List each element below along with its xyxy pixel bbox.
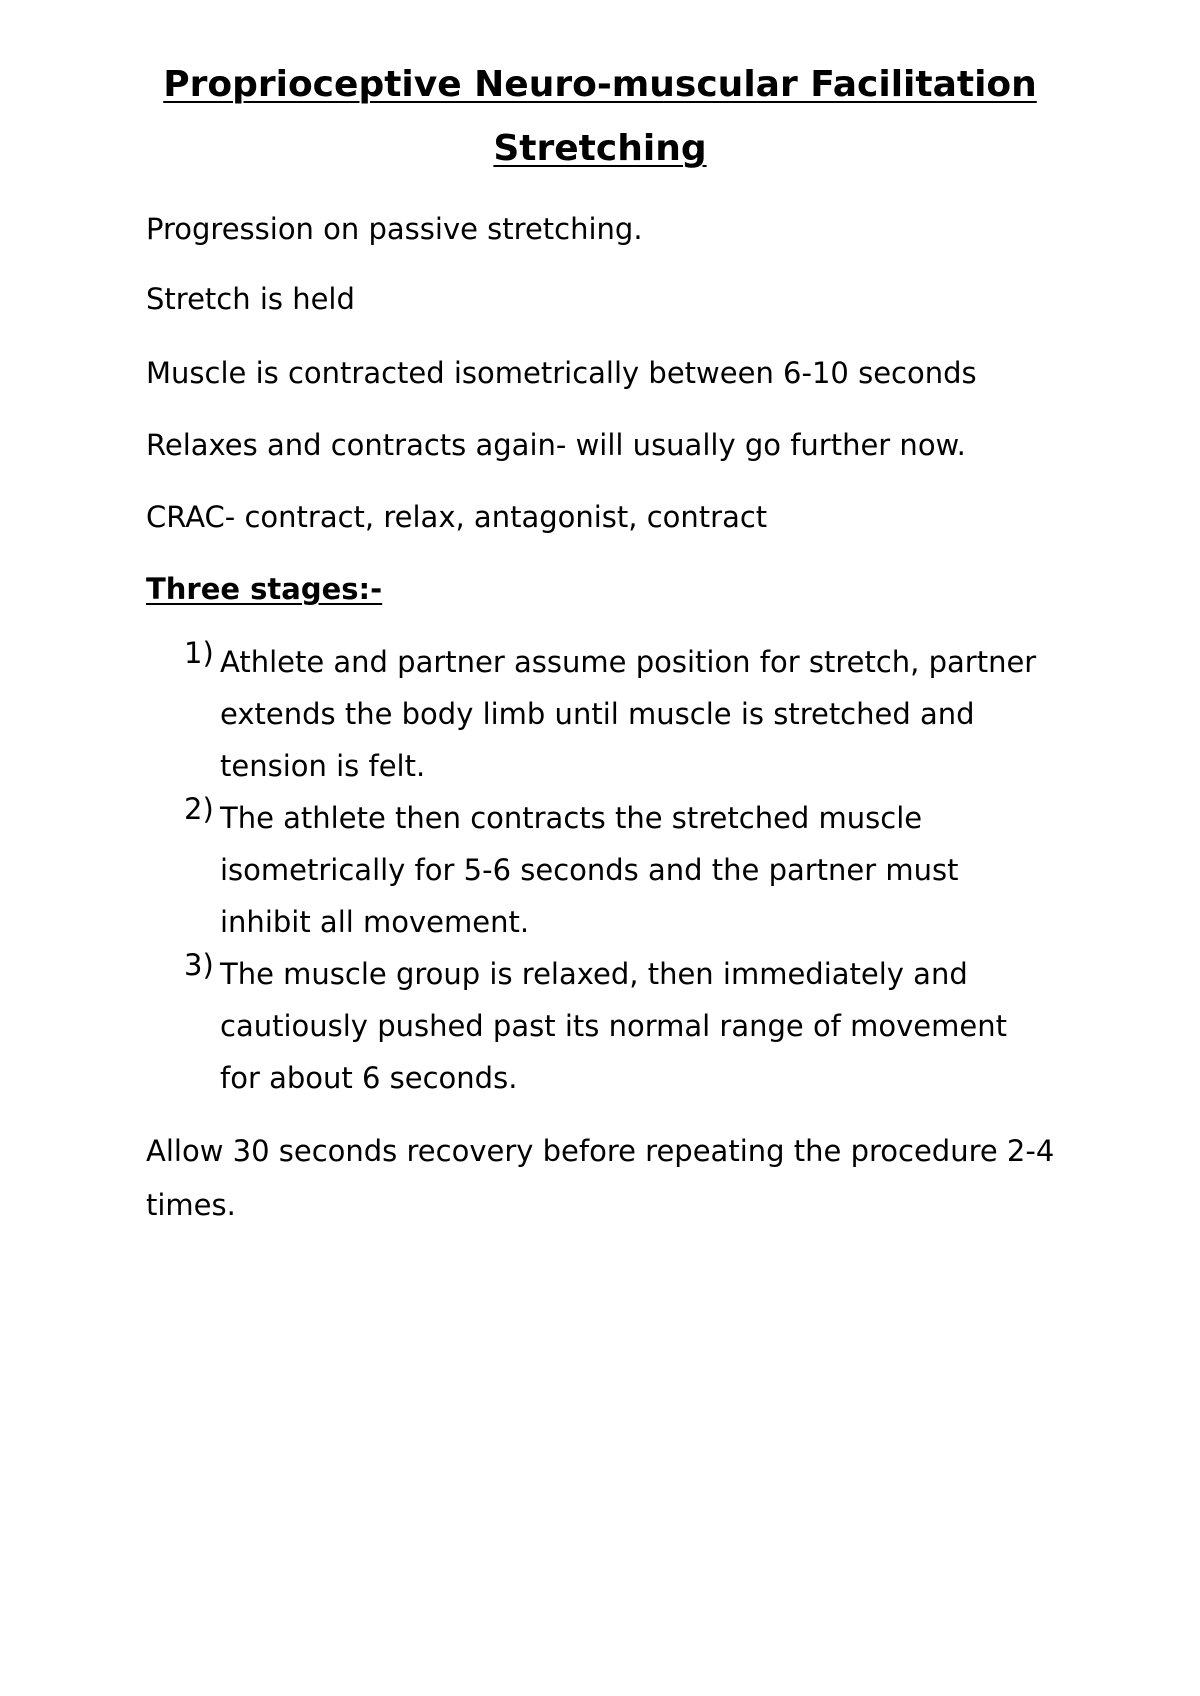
- document-title-line-2: Stretching: [493, 128, 707, 169]
- list-item-number: 2): [184, 792, 214, 826]
- list-item-number: 1): [184, 636, 214, 670]
- list-item-text: The athlete then contracts the stretched muscle isometrically for 5-6 seconds and the partner must inhibit all movement.: [220, 801, 959, 939]
- list-item-text: The muscle group is relaxed, then immediately and cautiously pushed past its normal range of movement for about 6 seconds.: [220, 957, 1007, 1095]
- stages-heading: Three stages:-: [146, 572, 383, 606]
- paragraph-relaxes-contracts: Relaxes and contracts again- will usually go further now.: [146, 428, 966, 462]
- document-title-line-1: Proprioceptive Neuro-muscular Facilitation: [163, 64, 1037, 105]
- paragraph-muscle-contracted: Muscle is contracted isometrically between 6-10 seconds: [146, 356, 977, 390]
- closing-paragraph: Allow 30 seconds recovery before repeating the procedure 2-4 times.: [146, 1134, 1055, 1222]
- list-item-number: 3): [184, 948, 214, 982]
- paragraph-stretch-held: Stretch is held: [146, 282, 355, 316]
- paragraph-passive-stretching: Progression on passive stretching.: [146, 212, 643, 246]
- paragraph-crac: CRAC- contract, relax, antagonist, contract: [146, 500, 768, 534]
- list-item-text: Athlete and partner assume position for stretch, partner extends the body limb until muscle is stretched and tension is felt.: [220, 645, 1037, 783]
